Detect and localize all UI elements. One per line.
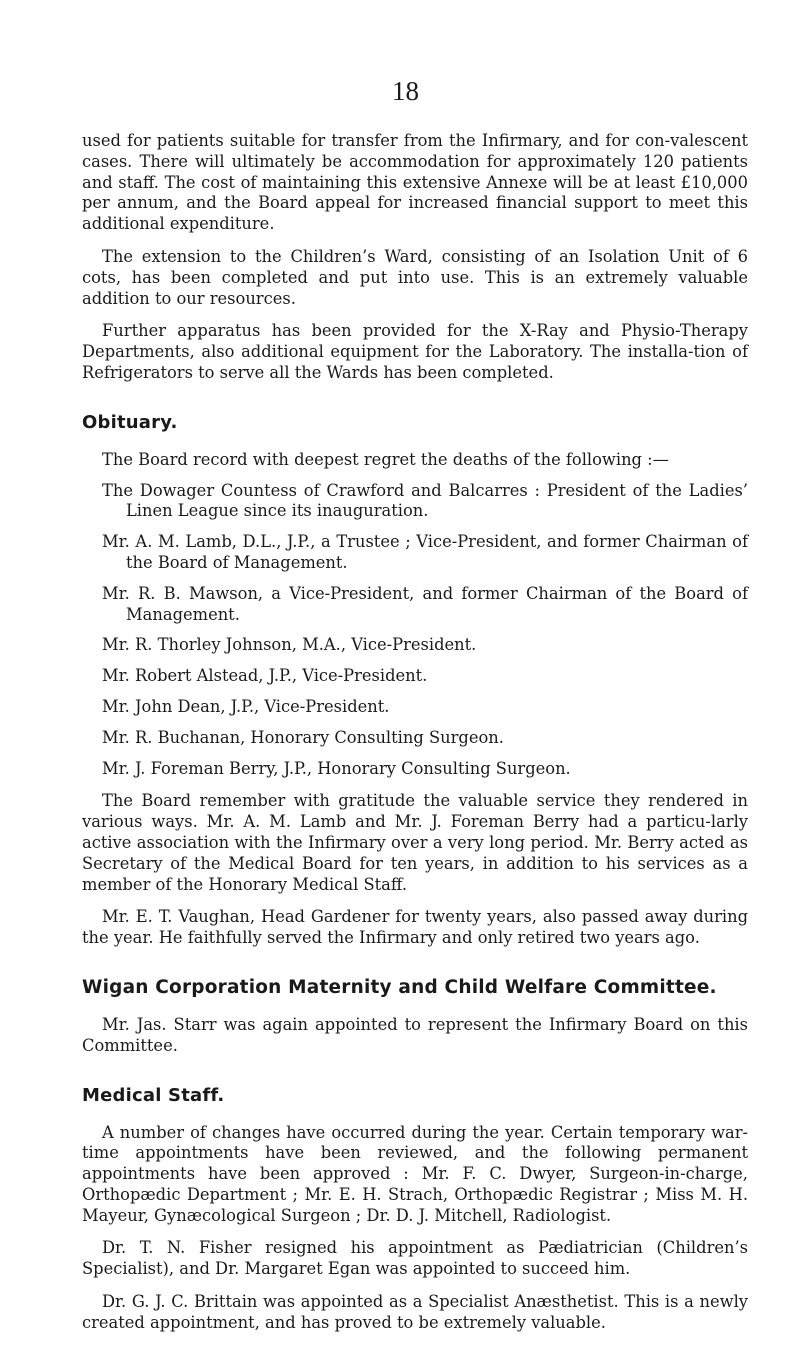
obituary-entry: Mr. J. Foreman Berry, J.P., Honorary Consulting Surgeon.: [102, 758, 571, 778]
intro-paragraph: Further apparatus has been provided for the X-Ray and Physio-Therapy Departments, also additional equipment for the Laboratory. The installa-tion of Refrigerators to serve all the Wards has been completed.: [82, 321, 748, 382]
medical-staff-paragraph: Dr. T. N. Fisher resigned his appointment as Pædiatrician (Children’s Specialist), and Dr. Margaret Egan was appointed to succeed him.: [82, 1238, 748, 1279]
obituary-entry: Mr. R. Thorley Johnson, M.A., Vice-President.: [102, 635, 477, 655]
obituary-heading: Obituary.: [82, 411, 178, 433]
obituary-entry: Mr. R. Buchanan, Honorary Consulting Surgeon.: [102, 727, 504, 747]
obituary-intro: The Board record with deepest regret the deaths of the following :—: [102, 449, 669, 469]
intro-paragraph: used for patients suitable for transfer from the Infirmary, and for con-valescent cases. There will ultimately be accommodation for approximately 120 patients and staff. The cost of maintaining this extensive Annexe will be at least £10,000 per annum, and the Board appeal for increased financial support to meet this additional expenditure.: [82, 131, 748, 234]
intro-paragraph: The extension to the Children’s Ward, consisting of an Isolation Unit of 6 cots, has been completed and put into use. This is an extremely valuable addition to our resources.: [82, 246, 748, 308]
maternity-heading: Wigan Corporation Maternity and Child Welfare Committee.: [82, 976, 717, 998]
medical-staff-paragraph: A number of changes have occurred during the year. Certain temporary war-time appointments have been reviewed, and the following permanent appointments have been approved : Mr. F. C. Dwyer, Surgeon-in-charge, Orthopædic Department ; Mr. E. H. Strach, Orthopædic Registrar ; Miss M. H. Mayeur, Gynæcological Surgeon ; Dr. D. J. Mitchell, Radiologist.: [82, 1122, 748, 1225]
medical-staff-heading: Medical Staff.: [82, 1084, 225, 1106]
obituary-paragraph: The Board remember with gratitude the valuable service they rendered in various ways. Mr. A. M. Lamb and Mr. J. Foreman Berry had a particu-larly active association with the Infirmary over a very long period. Mr. Berry acted as Secretary of the Medical Board for ten years, in addition to his services as a member of the Honorary Medical Staff.: [82, 791, 748, 894]
obituary-entry: The Dowager Countess of Crawford and Balcarres : President of the Ladies’ Linen League since its inauguration.: [102, 480, 748, 521]
obituary-entry: Mr. John Dean, J.P., Vice-President.: [102, 696, 390, 716]
maternity-paragraph: Mr. Jas. Starr was again appointed to represent the Infirmary Board on this Committee.: [82, 1014, 748, 1055]
obituary-entry: Mr. R. B. Mawson, a Vice-President, and former Chairman of the Board of Management.: [102, 583, 748, 624]
page-number: 18: [392, 76, 419, 106]
page-content: [82, 131, 748, 1334]
medical-staff-paragraph: Dr. G. J. C. Brittain was appointed as a Specialist Anæsthetist. This is a newly created appointment, and has proved to be extremely valuable.: [82, 1292, 748, 1332]
obituary-list: [82, 481, 748, 780]
obituary-entry: Mr. Robert Alstead, J.P., Vice-President.: [102, 666, 428, 686]
obituary-paragraph: Mr. E. T. Vaughan, Head Gardener for twenty years, also passed away during the year. He faithfully served the Infirmary and only retired two years ago.: [82, 907, 748, 948]
obituary-entry: Mr. A. M. Lamb, D.L., J.P., a Trustee ; Vice-President, and former Chairman of the Board of Management.: [102, 532, 748, 572]
